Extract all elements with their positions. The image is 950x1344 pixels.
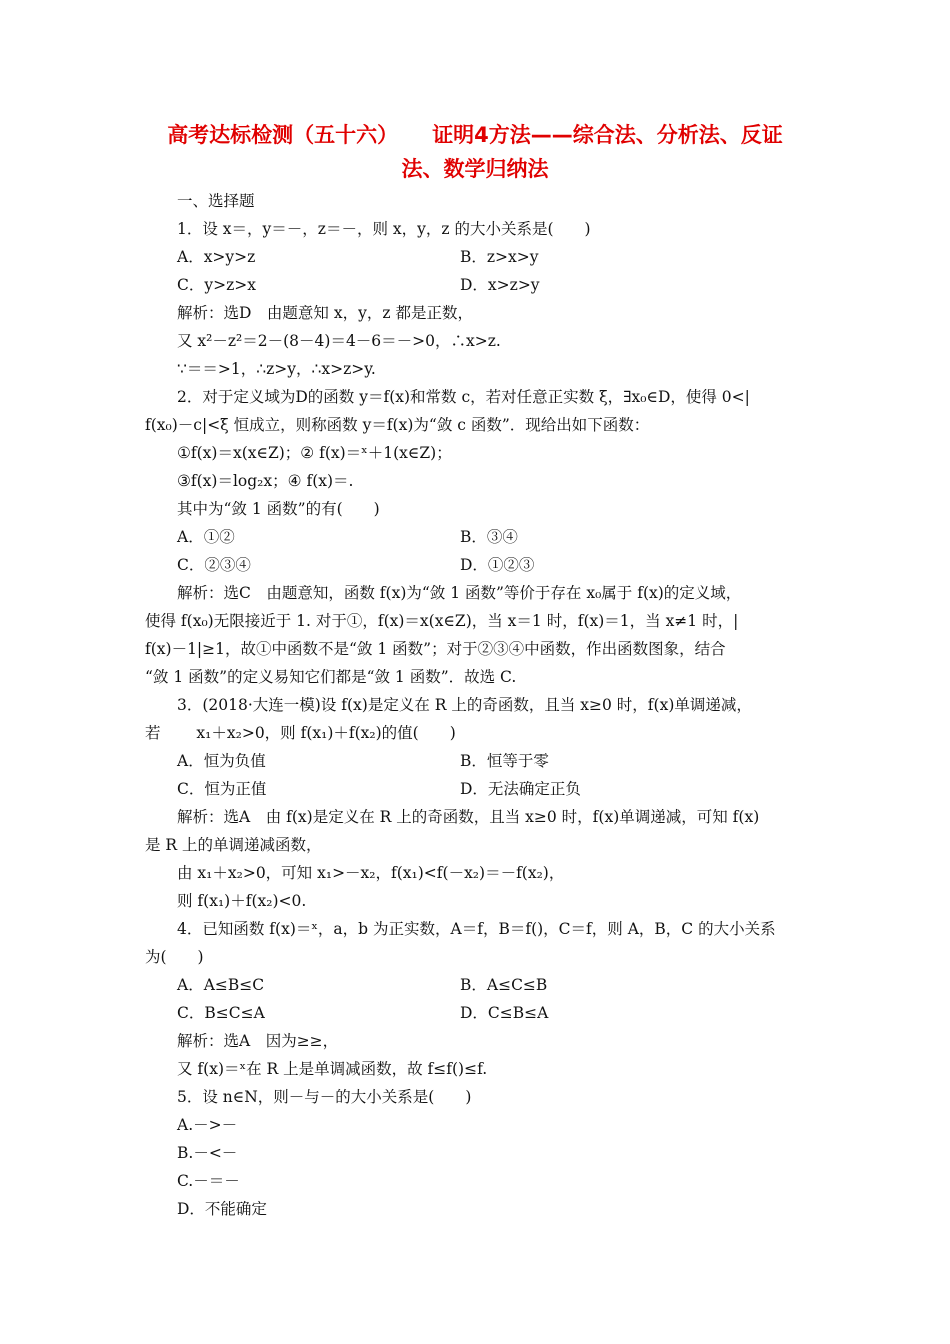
text-line: f(x)－1|≥1，故①中函数不是“敛 1 函数”；对于②③④中函数，作出函数图象，结合 — [145, 640, 726, 658]
text-line: 解析：选D 由题意知 x，y，z 都是正数， — [177, 304, 473, 322]
text-line: D．无法确定正负 — [460, 780, 581, 798]
title-line-2: 法、数学归纳法 — [401, 157, 549, 181]
text-line: 为( ) — [145, 948, 204, 966]
title-part-a: 高考达标检测（五十六） — [167, 123, 399, 147]
text-line: ①f(x)＝x(x∈Z)；② f(x)＝ˣ＋1(x∈Z)； — [177, 444, 452, 462]
text-line: B．③④ — [460, 528, 518, 546]
title-part-b: 证明4方法——综合法、分析法、反证 — [432, 123, 783, 147]
text-line: D．C≤B≤A — [460, 1004, 549, 1022]
text-line: B．A≤C≤B — [460, 976, 548, 994]
text-line: B．恒等于零 — [460, 752, 549, 770]
text-line: D．不能确定 — [177, 1200, 267, 1218]
text-line: 2．对于定义域为D的函数 y＝f(x)和常数 c，若对任意正实数 ξ，∃x₀∈D，使得 0<| — [177, 388, 750, 406]
text-line: ③f(x)＝log₂x；④ f(x)＝. — [177, 472, 354, 490]
text-line: 又 f(x)＝ˣ在 R 上是单调减函数，故 f≤f()≤f. — [177, 1060, 488, 1078]
text-line: 3．(2018·大连一模)设 f(x)是定义在 R 上的奇函数，且当 x≥0 时，f(x)单调递减， — [177, 696, 752, 714]
page-title — [120, 118, 830, 186]
text-line: 又 x²－z²＝2－(8－4)＝4－6＝－>0，∴x>z. — [177, 332, 501, 350]
text-line: 若 x₁＋x₂>0，则 f(x₁)＋f(x₂)的值( ) — [145, 724, 456, 742]
text-line: A．①② — [177, 528, 235, 546]
text-line: 则 f(x₁)＋f(x₂)<0. — [177, 892, 307, 910]
text-line: 4．已知函数 f(x)＝ˣ，a，b 为正实数，A＝f，B＝f()，C＝f，则 A，B，C 的大小关系 — [177, 920, 776, 938]
text-line: A．x>y>z — [177, 248, 256, 266]
text-line: A．A≤B≤C — [177, 976, 265, 994]
text-line: C．B≤C≤A — [177, 1004, 265, 1022]
title-line-1 — [120, 118, 830, 152]
text-line: 一、选择题 — [177, 192, 255, 210]
text-line: D．x>z>y — [460, 276, 540, 294]
text-line: C．②③④ — [177, 556, 251, 574]
text-line: 1．设 x＝，y＝－，z＝－，则 x，y，z 的大小关系是( ) — [177, 220, 591, 238]
text-line: 5．设 n∈N，则－与－的大小关系是( ) — [177, 1088, 472, 1106]
text-line: D．①②③ — [460, 556, 535, 574]
text-line: 解析：选A 由 f(x)是定义在 R 上的奇函数，且当 x≥0 时，f(x)单调递减，可知 f(x) — [177, 808, 760, 826]
text-line: C．y>z>x — [177, 276, 256, 294]
text-line: 由 x₁＋x₂>0，可知 x₁>－x₂，f(x₁)<f(－x₂)＝－f(x₂)， — [177, 864, 565, 882]
text-line: B．z>x>y — [460, 248, 539, 266]
text-line: 解析：选A 因为≥≥， — [177, 1032, 339, 1050]
text-line: “敛 1 函数”的定义易知它们都是“敛 1 函数”．故选 C. — [145, 668, 517, 686]
text-line: 解析：选C 由题意知，函数 f(x)为“敛 1 函数”等价于存在 x₀属于 f(x)的定义域， — [177, 584, 742, 602]
text-line: A.－>－ — [177, 1116, 238, 1134]
text-line: 使得 f(x₀)无限接近于 1. 对于①，f(x)＝x(x∈Z)，当 x＝1 时，f(x)＝1，当 x≠1 时，| — [145, 612, 739, 630]
text-line: 是 R 上的单调递减函数， — [145, 836, 322, 854]
text-line: C.－＝－ — [177, 1172, 240, 1190]
text-line: 其中为“敛 1 函数”的有( ) — [177, 500, 380, 518]
text-line: ∵＝＝>1，∴z>y，∴x>z>y. — [177, 360, 376, 378]
text-line: C．恒为正值 — [177, 780, 267, 798]
text-line: A．恒为负值 — [177, 752, 266, 770]
text-line: B.－<－ — [177, 1144, 238, 1162]
text-line: f(x₀)－c|<ξ 恒成立，则称函数 y＝f(x)为“敛 c 函数”．现给出如下函数： — [145, 416, 650, 434]
